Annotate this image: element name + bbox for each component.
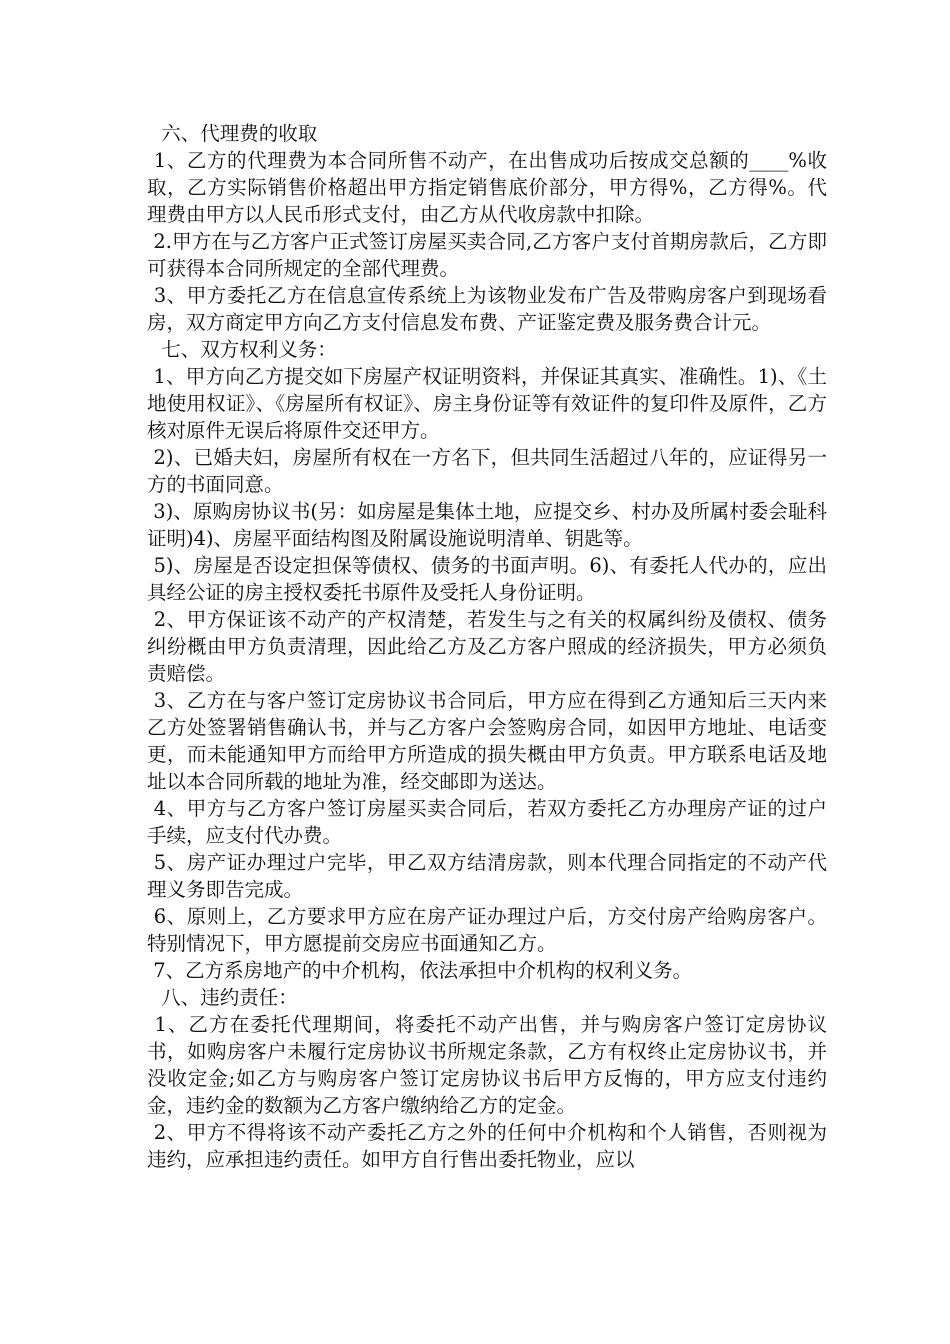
paragraph-fee-clause-1: 1、乙方的代理费为本合同所售不动产，在出售成功后按成交总额的____%收取，乙方实际销售价格超出甲方指定销售底价部分，甲方得%，乙方得%。代理费由甲方以人民币形式支付，由乙方从代收房款中扣除。 <box>147 149 828 226</box>
contract-text <box>147 120 827 1173</box>
paragraph-rights-clause-2: 2、甲方保证该不动产的产权清楚，若发生与之有关的权属纠纷及债权、债务纠纷概由甲方负责清理，因此给乙方及乙方客户照成的经济损失，甲方必须负责赔偿。 <box>147 608 827 685</box>
paragraph-fee-clause-3: 3、甲方委托乙方在信息宣传系统上为该物业发布广告及带购房客户到现场看房，双方商定甲方向乙方支付信息发布费、产证鉴定费及服务费合计元。 <box>147 284 827 334</box>
section-heading-rights-obligations: 七、双方权利义务： <box>155 338 337 361</box>
section-heading-agency-fee: 六、代理费的收取 <box>155 122 318 145</box>
paragraph-rights-clause-1-3: 3)、原购房协议书(另：如房屋是集体土地，应提交乡、村办及所属村委会耻科证明)4)、房屋平面结构图及附属设施说明清单、钥匙等。 <box>147 500 827 550</box>
paragraph-rights-clause-4: 4、甲方与乙方客户签订房屋买卖合同后，若双方委托乙方办理房产证的过户手续，应支付代办费。 <box>147 797 827 847</box>
paragraph-rights-clause-1: 1、甲方向乙方提交如下房屋产权证明资料，并保证其真实、准确性。1)、《土地使用权证》、《房屋所有权证》、房主身份证等有效证件的复印件及原件，乙方核对原件无误后将原件交还甲方。 <box>147 365 828 442</box>
paragraph-rights-clause-6: 6、原则上，乙方要求甲方应在房产证办理过户后，方交付房产给购房客户。特别情况下，甲方愿提前交房应书面通知乙方。 <box>147 905 827 955</box>
paragraph-fee-clause-2: 2.甲方在与乙方客户正式签订房屋买卖合同,乙方客户支付首期房款后，乙方即可获得本合同所规定的全部代理费。 <box>147 230 827 280</box>
section-heading-breach: 八、违约责任： <box>155 986 298 1009</box>
paragraph-rights-clause-3: 3、乙方在与客户签订定房协议书合同后，甲方应在得到乙方通知后三天内来乙方处签署销售确认书，并与乙方客户会签购房合同，如因甲方地址、电话变更，而未能通知甲方而给甲方所造成的损失概由甲方负责。甲方联系电话及地址以本合同所载的地址为准，经交邮即为送达。 <box>147 689 827 793</box>
paragraph-rights-clause-1-5: 5)、房屋是否设定担保等债权、债务的书面声明。6)、有委托人代办的，应出具经公证的房主授权委托书原件及受托人身份证明。 <box>147 554 828 604</box>
paragraph-rights-clause-1-2: 2)、已婚夫妇，房屋所有权在一方名下，但共同生活超过八年的，应证得另一方的书面同意。 <box>147 446 828 496</box>
paragraph-rights-clause-5: 5、房产证办理过户完毕，甲乙双方结清房款，则本代理合同指定的不动产代理义务即告完成。 <box>147 851 827 901</box>
paragraph-rights-clause-7: 7、乙方系房地产的中介机构，依法承担中介机构的权利义务。 <box>147 959 693 982</box>
paragraph-breach-clause-2: 2、甲方不得将该不动产委托乙方之外的任何中介机构和个人销售，否则视为违约，应承担违约责任。如甲方自行售出委托物业，应以 <box>147 1121 827 1171</box>
paragraph-breach-clause-1: 1、乙方在委托代理期间，将委托不动产出售，并与购房客户签订定房协议书，如购房客户未履行定房协议书所规定条款，乙方有权终止定房协议书，并没收定金;如乙方与购房客户签订定房协议书后甲方反悔的，甲方应支付违约金，违约金的数额为乙方客户缴纳给乙方的定金。 <box>147 1013 827 1117</box>
